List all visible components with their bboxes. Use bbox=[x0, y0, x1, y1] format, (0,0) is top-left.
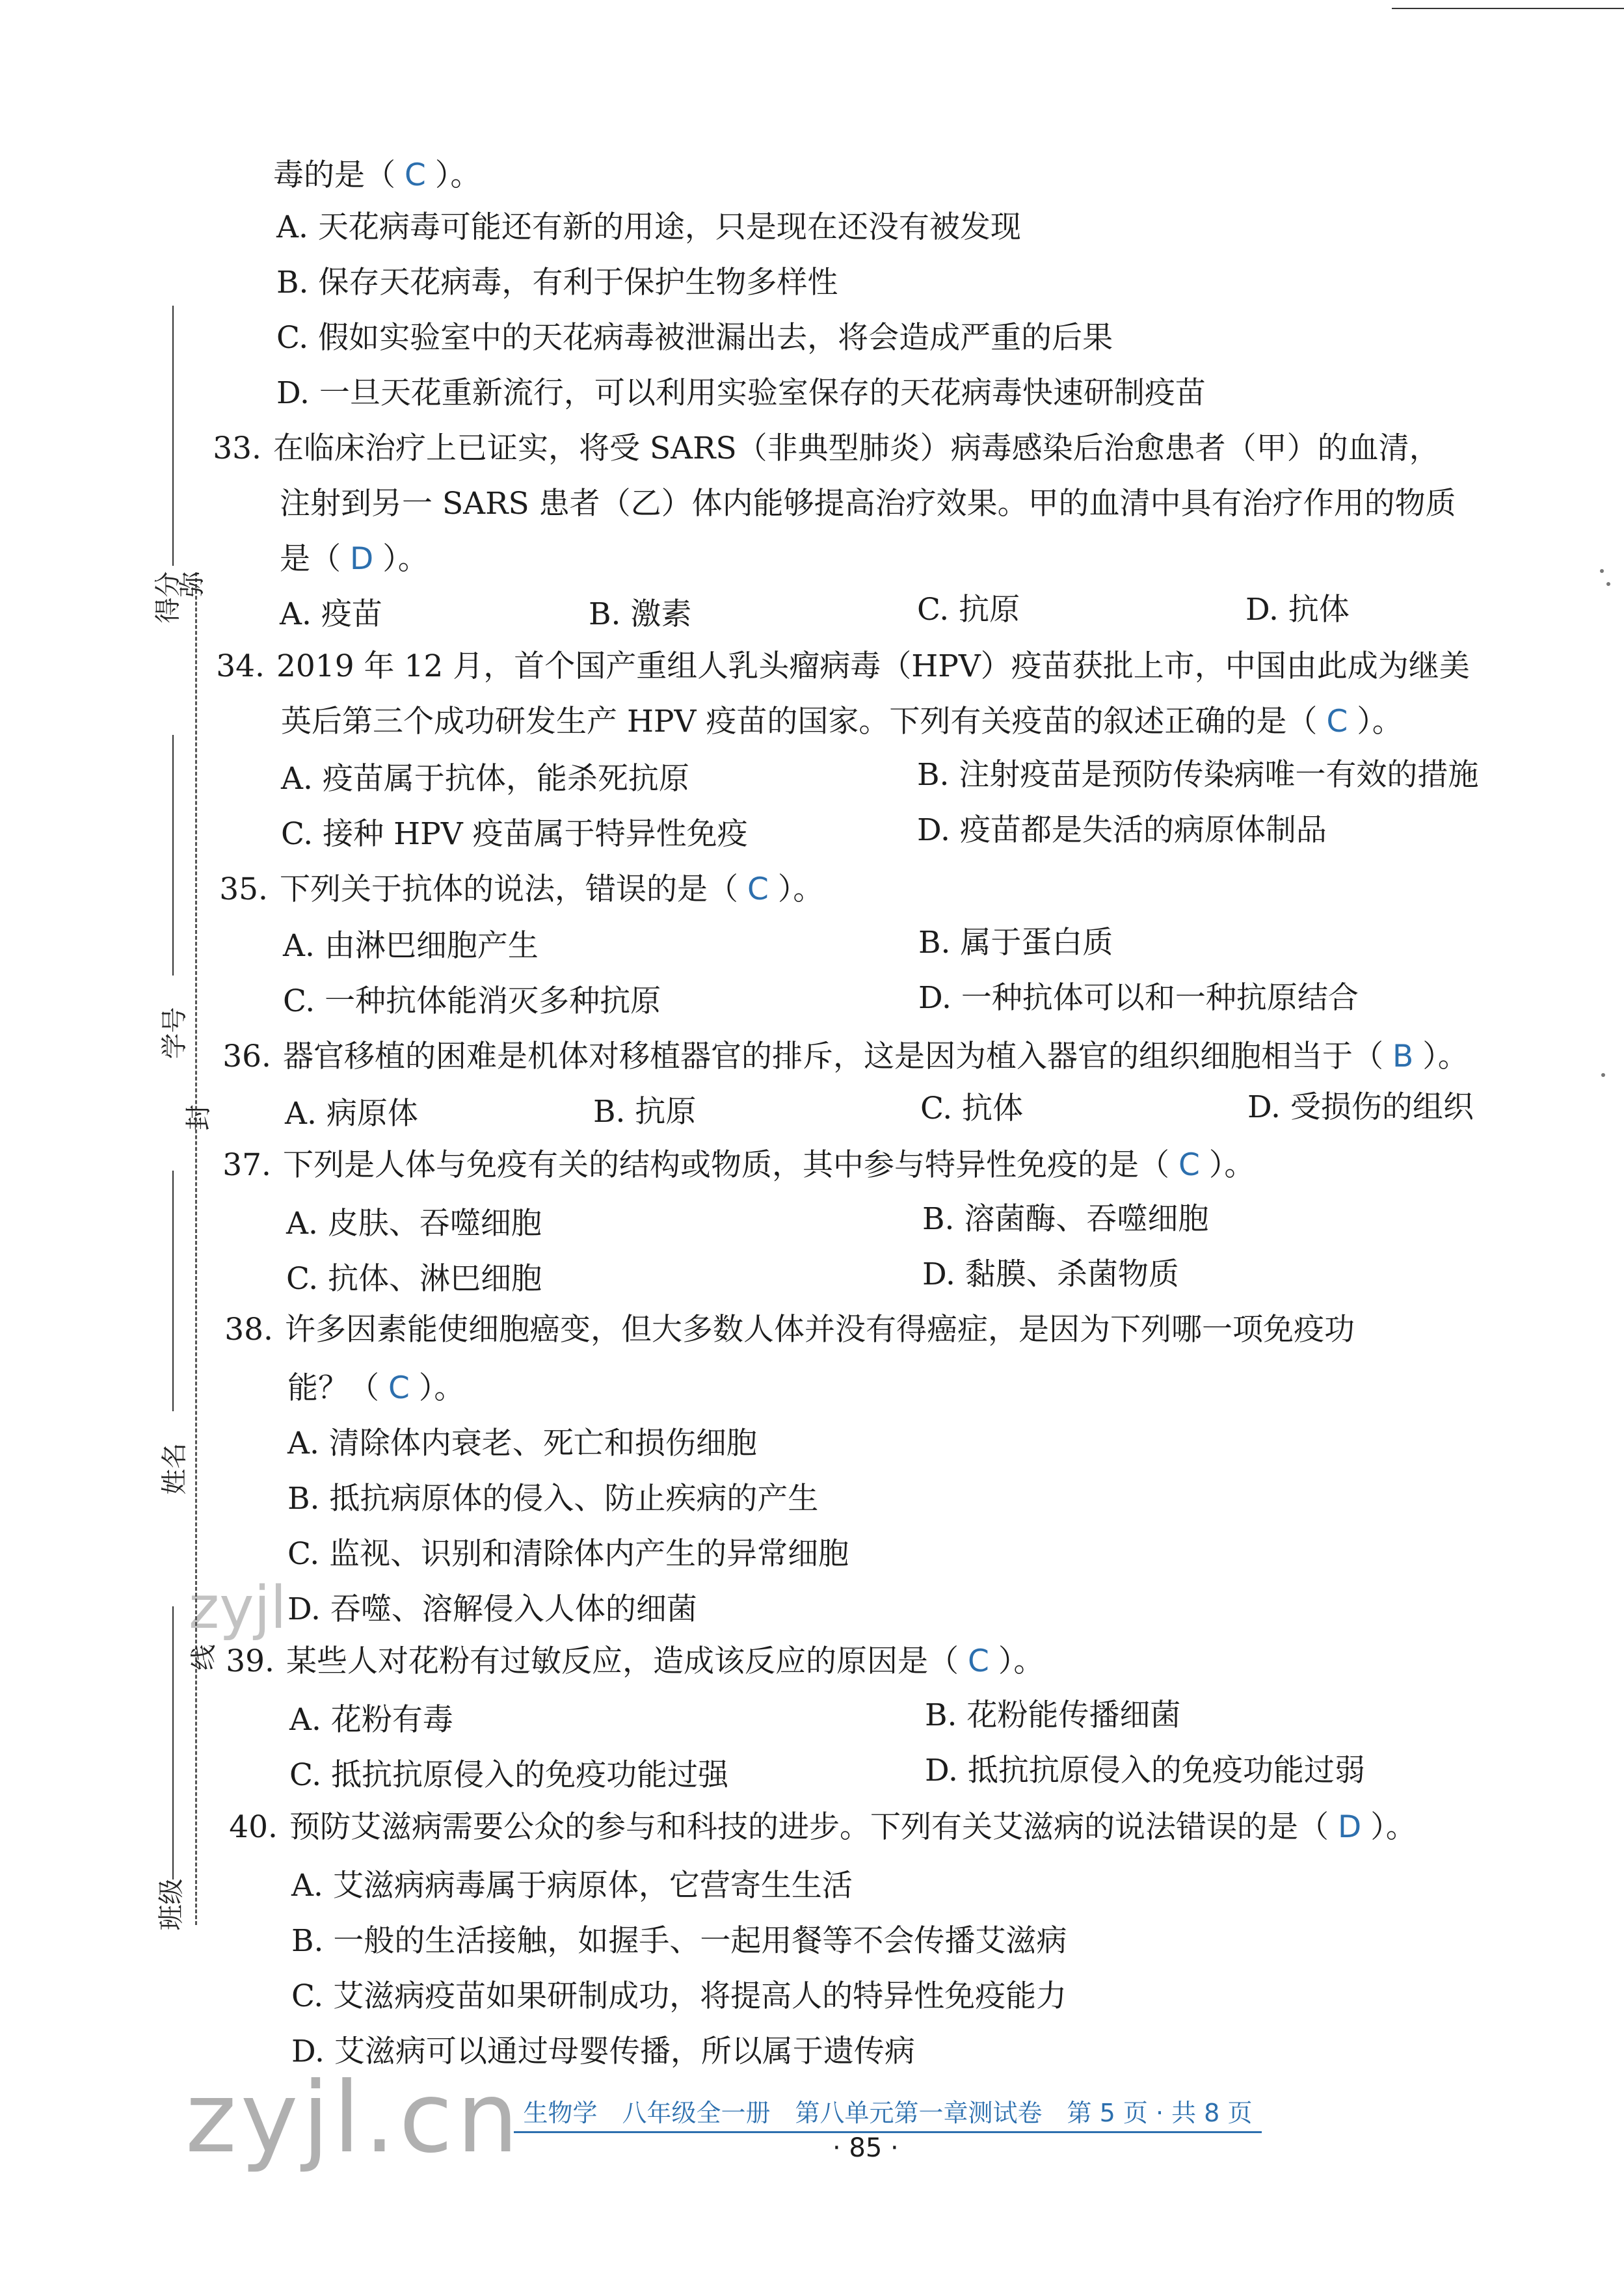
q34-line1: 34. 2019 年 12 月，首个国产重组人乳头瘤病毒（HPV）疫苗获批上市，中国由此成为继美 bbox=[205, 647, 1470, 686]
q39-option-c: C. 抵抗抗原侵入的免疫功能过强 bbox=[289, 1757, 729, 1793]
q40-option-c: C. 艾滋病疫苗如果研制成功，将提高人的特异性免疫能力 bbox=[291, 1978, 1067, 2014]
q37-number: 37. bbox=[222, 1147, 271, 1183]
q37-option-b: B. 溶菌酶、吞噬细胞 bbox=[922, 1201, 1209, 1237]
margin-label-name: 姓名 bbox=[159, 1442, 190, 1495]
scan-dot bbox=[1606, 582, 1610, 586]
q40-option-b: B. 一般的生活接触，如握手、一起用餐等不会传播艾滋病 bbox=[291, 1923, 1067, 1959]
margin-line-3 bbox=[172, 1171, 174, 1411]
margin-label-score: 得分 bbox=[153, 571, 183, 624]
q37-option-d: D. 黏膜、杀菌物质 bbox=[922, 1256, 1179, 1292]
scan-dot bbox=[1600, 569, 1604, 573]
q37-option-a: A. 皮肤、吞噬细胞 bbox=[286, 1206, 542, 1242]
scan-dot bbox=[1601, 1073, 1605, 1077]
q35-stem: 35. 下列关于抗体的说法，错误的是（ C ）。 bbox=[208, 870, 823, 909]
q34-answer: C bbox=[1326, 704, 1348, 739]
q33-option-b: B. 激素 bbox=[589, 596, 692, 632]
q39-option-b: B. 花粉能传播细菌 bbox=[925, 1697, 1181, 1733]
q33-option-c: C. 抗原 bbox=[917, 592, 1020, 628]
margin-label-feng: 封 bbox=[183, 1104, 214, 1131]
q32-option-b: B. 保存天花病毒，有利于保护生物多样性 bbox=[276, 265, 838, 300]
margin-line-4 bbox=[172, 1606, 174, 1879]
q35-option-a: A. 由淋巴细胞产生 bbox=[283, 928, 539, 964]
q35-option-b: B. 属于蛋白质 bbox=[918, 925, 1113, 961]
q36-option-d: D. 受损伤的组织 bbox=[1247, 1089, 1474, 1125]
seal-dashed-line bbox=[195, 572, 197, 1925]
q38-answer: C bbox=[388, 1370, 410, 1406]
top-border-line bbox=[1392, 8, 1624, 9]
q35-option-c: C. 一种抗体能消灭多种抗原 bbox=[283, 983, 661, 1019]
margin-label-student-id: 学号 bbox=[159, 1007, 190, 1059]
margin-line-1 bbox=[172, 306, 174, 566]
q39-option-a: A. 花粉有毒 bbox=[289, 1702, 453, 1738]
margin-label-class: 班级 bbox=[156, 1878, 187, 1931]
q39-number: 39. bbox=[226, 1643, 274, 1679]
q32-option-c: C. 假如实验室中的天花病毒被泄漏出去，将会造成严重的后果 bbox=[276, 320, 1113, 356]
q35-number: 35. bbox=[219, 871, 268, 907]
q40-option-a: A. 艾滋病病毒属于病原体，它营寄生生活 bbox=[291, 1868, 853, 1904]
q34-option-d: D. 疫苗都是失活的病原体制品 bbox=[917, 812, 1327, 848]
q36-option-a: A. 病原体 bbox=[285, 1096, 418, 1132]
page-footer-title: 生物学 八年级全一册 第八单元第一章测试卷 第 5 页 · 共 8 页 bbox=[514, 2093, 1262, 2133]
watermark-bottom: zyjl.cn bbox=[185, 2062, 523, 2175]
q40-answer: D bbox=[1338, 1809, 1362, 1845]
q35-option-d: D. 一种抗体可以和一种抗原结合 bbox=[918, 980, 1359, 1016]
q38-option-b: B. 抵抗病原体的侵入、防止疾病的产生 bbox=[287, 1481, 819, 1517]
q32-answer: C bbox=[405, 157, 426, 193]
q38-line2: 能？（ C ）。 bbox=[287, 1370, 465, 1406]
q37-option-c: C. 抗体、淋巴细胞 bbox=[286, 1261, 542, 1297]
margin-label-seal: 弥 bbox=[177, 571, 207, 598]
watermark-mid: zyjl bbox=[189, 1574, 287, 1642]
q33-line1: 33. 在临床治疗上已证实，将受 SARS（非典型肺炎）病毒感染后治愈患者（甲）的血清， bbox=[202, 429, 1440, 468]
q34-line2: 英后第三个成功研发生产 HPV 疫苗的国家。下列有关疫苗的叙述正确的是（ C ）。 bbox=[281, 704, 1403, 739]
q32-stem-tail: 毒的是（ C ）。 bbox=[273, 157, 481, 193]
q39-option-d: D. 抵抗抗原侵入的免疫功能过弱 bbox=[925, 1753, 1365, 1788]
q40-option-d: D. 艾滋病可以通过母婴传播，所以属于遗传病 bbox=[291, 2034, 915, 2069]
q33-option-d: D. 抗体 bbox=[1245, 592, 1350, 628]
q36-option-c: C. 抗体 bbox=[920, 1091, 1024, 1126]
margin-label-xian: 线 bbox=[189, 1644, 219, 1671]
q39-stem: 39. 某些人对花粉有过敏反应，造成该反应的原因是（ C ）。 bbox=[215, 1642, 1044, 1681]
q32-option-d: D. 一旦天花重新流行，可以利用实验室保存的天花病毒快速研制疫苗 bbox=[276, 375, 1206, 411]
q38-line1: 38. 许多因素能使细胞癌变，但大多数人体并没有得癌症，是因为下列哪一项免疫功 bbox=[213, 1310, 1355, 1349]
q33-number: 33. bbox=[213, 431, 261, 466]
q34-option-a: A. 疫苗属于抗体，能杀死抗原 bbox=[281, 761, 689, 797]
q32-option-a: A. 天花病毒可能还有新的用途，只是现在还没有被发现 bbox=[276, 209, 1021, 245]
q33-option-a: A. 疫苗 bbox=[280, 596, 382, 632]
q36-number: 36. bbox=[222, 1039, 271, 1074]
q36-option-b: B. 抗原 bbox=[593, 1094, 697, 1130]
q40-number: 40. bbox=[229, 1809, 278, 1845]
page-number: · 85 · bbox=[832, 2133, 899, 2163]
q35-answer: C bbox=[747, 871, 769, 907]
q40-stem: 40. 预防艾滋病需要公众的参与和科技的进步。下列有关艾滋病的说法错误的是（ D ）。 bbox=[218, 1808, 1417, 1847]
q36-stem: 36. 器官移植的困难是机体对移植器官的排斥，这是因为植入器官的组织细胞相当于（ B ）。 bbox=[211, 1037, 1469, 1076]
q36-answer: B bbox=[1392, 1039, 1414, 1074]
margin-line-2 bbox=[172, 735, 174, 976]
q33-line3: 是（ D ）。 bbox=[280, 541, 429, 577]
q38-option-c: C. 监视、识别和清除体内产生的异常细胞 bbox=[287, 1536, 849, 1572]
q33-answer: D bbox=[350, 541, 374, 577]
q38-option-d: D. 吞噬、溶解侵入人体的细菌 bbox=[287, 1591, 697, 1627]
q34-number: 34. bbox=[216, 648, 265, 684]
q34-option-b: B. 注射疫苗是预防传染病唯一有效的措施 bbox=[917, 757, 1479, 793]
q37-stem: 37. 下列是人体与免疫有关的结构或物质，其中参与特异性免疫的是（ C ）。 bbox=[211, 1146, 1255, 1185]
q37-answer: C bbox=[1178, 1147, 1200, 1183]
q38-option-a: A. 清除体内衰老、死亡和损伤细胞 bbox=[287, 1426, 757, 1461]
q38-number: 38. bbox=[224, 1312, 273, 1348]
q33-line2: 注射到另一 SARS 患者（乙）体内能够提高治疗效果。甲的血清中具有治疗作用的物质 bbox=[280, 486, 1456, 522]
q34-option-c: C. 接种 HPV 疫苗属于特异性免疫 bbox=[281, 816, 748, 852]
q39-answer: C bbox=[968, 1643, 989, 1679]
